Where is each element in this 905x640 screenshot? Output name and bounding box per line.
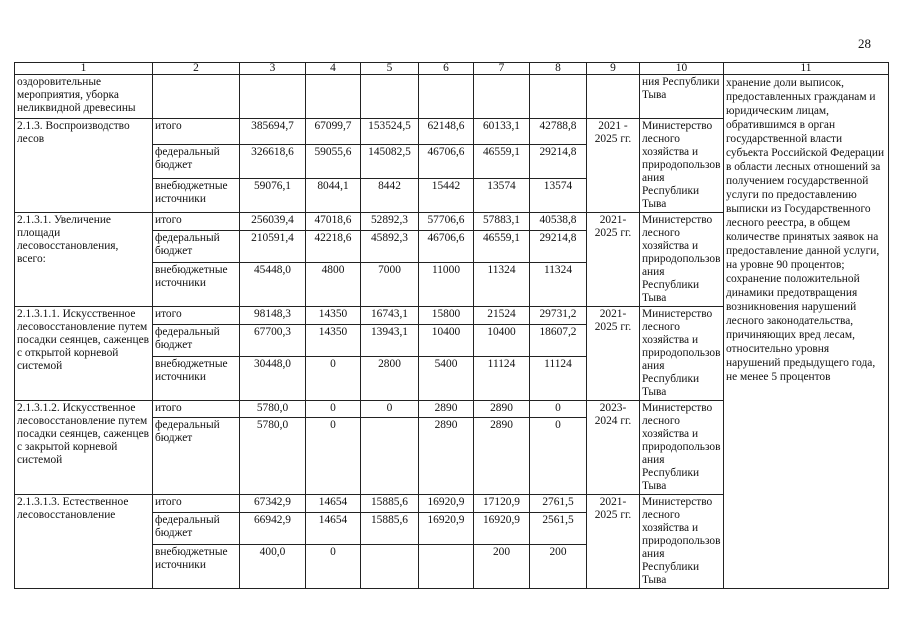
- source-cell: федеральный бюджет: [153, 512, 240, 544]
- col-header: 7: [474, 63, 530, 75]
- period-cell: 2021 - 2025 гг.: [587, 119, 640, 213]
- value-cell: 2890: [419, 401, 474, 418]
- measure-name-cell: 2.1.3. Воспроизводство лесов: [15, 119, 153, 213]
- source-cell: внебюджетные источники: [153, 356, 240, 400]
- value-cell: 18607,2: [530, 324, 587, 356]
- table-row-continuation: [15, 75, 889, 119]
- value-cell: 153524,5: [361, 119, 419, 145]
- value-cell: 13574: [530, 178, 587, 212]
- empty-cell: [361, 75, 419, 119]
- executor-cell: Министерство лесного хозяйства и природопользования Республики Тыва: [640, 119, 724, 213]
- value-cell: 59076,1: [240, 178, 306, 212]
- period-cell: 2021- 2025 гг.: [587, 495, 640, 589]
- value-cell: 0: [361, 401, 419, 418]
- value-cell: 4800: [306, 262, 361, 306]
- empty-cell: [306, 75, 361, 119]
- value-cell: 385694,7: [240, 119, 306, 145]
- value-cell: 16743,1: [361, 307, 419, 325]
- col-header: 2: [153, 63, 240, 75]
- value-cell: 11124: [530, 356, 587, 400]
- value-cell: 5780,0: [240, 417, 306, 494]
- value-cell: 46706,6: [419, 230, 474, 262]
- value-cell: 8442: [361, 178, 419, 212]
- empty-cell: [587, 75, 640, 119]
- col-header: 5: [361, 63, 419, 75]
- source-cell: федеральный бюджет: [153, 324, 240, 356]
- period-cell: 2023- 2024 гг.: [587, 401, 640, 495]
- source-cell: федеральный бюджет: [153, 230, 240, 262]
- value-cell: 14350: [306, 324, 361, 356]
- col-header: 3: [240, 63, 306, 75]
- value-cell: 15885,6: [361, 495, 419, 513]
- value-cell: 16920,9: [419, 512, 474, 544]
- measure-name-cell: 2.1.3.1.3. Естественное лесовосстановление: [15, 495, 153, 589]
- col-header: 6: [419, 63, 474, 75]
- value-cell: 0: [306, 356, 361, 400]
- col-header: 8: [530, 63, 587, 75]
- value-cell: 0: [530, 401, 587, 418]
- value-cell: 46559,1: [474, 230, 530, 262]
- measure-name-cell: 2.1.3.1. Увеличение площади лесовосстановления, всего:: [15, 213, 153, 307]
- source-cell: итого: [153, 307, 240, 325]
- value-cell: 11324: [530, 262, 587, 306]
- col-header: 11: [724, 63, 889, 75]
- value-cell: 7000: [361, 262, 419, 306]
- value-cell: 10400: [474, 324, 530, 356]
- value-cell: 62148,6: [419, 119, 474, 145]
- empty-cell: [474, 75, 530, 119]
- value-cell: 2761,5: [530, 495, 587, 513]
- value-cell: 57883,1: [474, 213, 530, 231]
- value-cell: 11324: [474, 262, 530, 306]
- value-cell: 16920,9: [419, 495, 474, 513]
- value-cell: [361, 544, 419, 588]
- source-cell: итого: [153, 119, 240, 145]
- col-header: 1: [15, 63, 153, 75]
- value-cell: 98148,3: [240, 307, 306, 325]
- empty-cell: [153, 75, 240, 119]
- value-cell: 210591,4: [240, 230, 306, 262]
- value-cell: 13574: [474, 178, 530, 212]
- program-table: [14, 62, 889, 589]
- value-cell: 45892,3: [361, 230, 419, 262]
- value-cell: 67342,9: [240, 495, 306, 513]
- executor-cell: ния Республики Тыва: [640, 75, 724, 119]
- period-cell: 2021- 2025 гг.: [587, 213, 640, 307]
- value-cell: 0: [306, 417, 361, 494]
- value-cell: 42788,8: [530, 119, 587, 145]
- value-cell: 11124: [474, 356, 530, 400]
- source-cell: внебюджетные источники: [153, 262, 240, 306]
- source-cell: внебюджетные источники: [153, 544, 240, 588]
- value-cell: 30448,0: [240, 356, 306, 400]
- value-cell: 46706,6: [419, 144, 474, 178]
- measure-name-cell: 2.1.3.1.2. Искусственное лесовосстановление путем посадки сеянцев, саженцев с закрытой корневой системой: [15, 401, 153, 495]
- value-cell: 21524: [474, 307, 530, 325]
- value-cell: 59055,6: [306, 144, 361, 178]
- value-cell: 15885,6: [361, 512, 419, 544]
- source-cell: итого: [153, 495, 240, 513]
- value-cell: 0: [306, 544, 361, 588]
- source-cell: итого: [153, 401, 240, 418]
- empty-cell: [530, 75, 587, 119]
- executor-cell: Министерство лесного хозяйства и природопользования Республики Тыва: [640, 401, 724, 495]
- value-cell: 2890: [474, 401, 530, 418]
- value-cell: 45448,0: [240, 262, 306, 306]
- value-cell: 2800: [361, 356, 419, 400]
- value-cell: 0: [530, 417, 587, 494]
- value-cell: 5400: [419, 356, 474, 400]
- value-cell: 67700,3: [240, 324, 306, 356]
- col-header: 9: [587, 63, 640, 75]
- value-cell: 40538,8: [530, 213, 587, 231]
- value-cell: 60133,1: [474, 119, 530, 145]
- value-cell: 14350: [306, 307, 361, 325]
- value-cell: 15800: [419, 307, 474, 325]
- value-cell: 400,0: [240, 544, 306, 588]
- value-cell: 8044,1: [306, 178, 361, 212]
- value-cell: 29731,2: [530, 307, 587, 325]
- value-cell: 17120,9: [474, 495, 530, 513]
- empty-cell: [419, 75, 474, 119]
- measure-name-cell: 2.1.3.1.1. Искусственное лесовосстановление путем посадки сеянцев, саженцев с открытой корневой системой: [15, 307, 153, 401]
- value-cell: [361, 417, 419, 494]
- value-cell: 326618,6: [240, 144, 306, 178]
- value-cell: 5780,0: [240, 401, 306, 418]
- value-cell: 2890: [474, 417, 530, 494]
- executor-cell: Министерство лесного хозяйства и природопользования Республики Тыва: [640, 213, 724, 307]
- source-cell: федеральный бюджет: [153, 417, 240, 494]
- value-cell: 57706,6: [419, 213, 474, 231]
- measure-cell: оздоровительные мероприятия, уборка неликвидной древесины: [15, 75, 153, 119]
- col-header: 10: [640, 63, 724, 75]
- value-cell: 14654: [306, 512, 361, 544]
- value-cell: 2890: [419, 417, 474, 494]
- value-cell: 200: [474, 544, 530, 588]
- source-cell: итого: [153, 213, 240, 231]
- value-cell: 67099,7: [306, 119, 361, 145]
- value-cell: 66942,9: [240, 512, 306, 544]
- col-header: 4: [306, 63, 361, 75]
- period-cell: 2021- 2025 гг.: [587, 307, 640, 401]
- value-cell: 145082,5: [361, 144, 419, 178]
- value-cell: 256039,4: [240, 213, 306, 231]
- header-row: [15, 63, 889, 75]
- value-cell: 46559,1: [474, 144, 530, 178]
- source-cell: внебюджетные источники: [153, 178, 240, 212]
- executor-cell: Министерство лесного хозяйства и природопользования Республики Тыва: [640, 495, 724, 589]
- value-cell: 52892,3: [361, 213, 419, 231]
- page-number: 28: [858, 36, 871, 51]
- value-cell: 14654: [306, 495, 361, 513]
- value-cell: 0: [306, 401, 361, 418]
- empty-cell: [240, 75, 306, 119]
- results-cell: хранение доли выписок, предоставленных гражданам и юридическим лицам, обратившимся в орган государственной власти субъекта Российской Федерации в области лесных отношений за получением государственной услуги по предоставлению выписки из Государственного лесного реестра, в общем количестве принятых заявок на предоставление данной услуги, на уровне 90 процентов; сохранение положительной динамики предотвращения возникновения нарушений лесного законодательства, причиняющих вред лесам, относительно уровня нарушений предыдущего года, не менее 5 процентов: [724, 75, 889, 589]
- value-cell: 2561,5: [530, 512, 587, 544]
- value-cell: 29214,8: [530, 230, 587, 262]
- source-cell: федеральный бюджет: [153, 144, 240, 178]
- value-cell: [419, 544, 474, 588]
- executor-cell: Министерство лесного хозяйства и природопользования Республики Тыва: [640, 307, 724, 401]
- value-cell: 29214,8: [530, 144, 587, 178]
- value-cell: 42218,6: [306, 230, 361, 262]
- value-cell: 10400: [419, 324, 474, 356]
- value-cell: 15442: [419, 178, 474, 212]
- value-cell: 11000: [419, 262, 474, 306]
- value-cell: 13943,1: [361, 324, 419, 356]
- value-cell: 200: [530, 544, 587, 588]
- value-cell: 16920,9: [474, 512, 530, 544]
- value-cell: 47018,6: [306, 213, 361, 231]
